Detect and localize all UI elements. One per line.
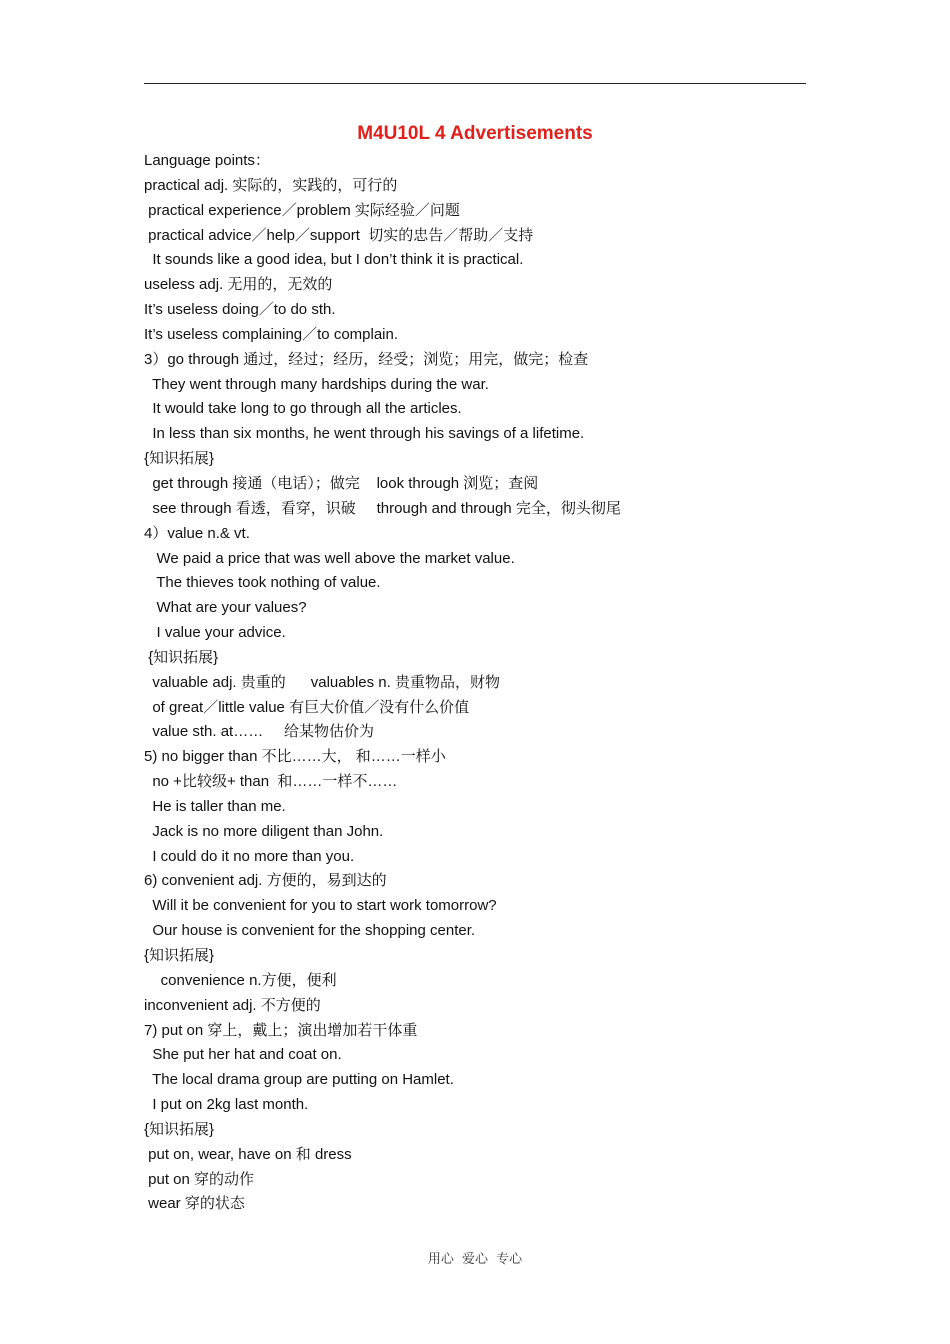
text-line: He is taller than me. xyxy=(144,797,286,815)
text-line: wear 穿的状态 xyxy=(144,1195,245,1213)
page-title: M4U10L 4 Advertisements xyxy=(357,123,593,144)
text-line: {知识拓展} xyxy=(144,450,215,468)
text-line: She put her hat and coat on. xyxy=(144,1046,342,1064)
text-line: see through 看透，看穿，识破 through and through 完全，彻头彻尾 xyxy=(144,499,621,517)
text-line: It sounds like a good idea, but I don’t think it is practical. xyxy=(144,251,524,269)
text-line: It’s useless doing／to do sth. xyxy=(144,301,336,319)
text-line: put on 穿的动作 xyxy=(144,1170,255,1188)
text-line: put on, wear, have on 和 dress xyxy=(144,1145,352,1163)
text-line: practical adj. 实际的，实践的，可行的 xyxy=(144,176,398,194)
text-line: practical advice／help／support 切实的忠告／帮助／支持 xyxy=(144,226,534,244)
document-body xyxy=(144,149,804,1217)
text-line: 4）value n.& vt. xyxy=(144,524,250,542)
text-line: Language points： xyxy=(144,152,270,169)
text-line: It would take long to go through all the articles. xyxy=(144,400,462,418)
text-line: inconvenient adj. 不方便的 xyxy=(144,996,321,1014)
text-line: Jack is no more diligent than John. xyxy=(144,822,384,840)
text-line: I put on 2kg last month. xyxy=(144,1096,309,1114)
text-line: The thieves took nothing of value. xyxy=(144,574,381,592)
text-line: practical experience／problem 实际经验／问题 xyxy=(144,201,460,219)
text-line: In less than six months, he went through his savings of a lifetime. xyxy=(144,425,585,443)
text-line: They went through many hardships during the war. xyxy=(144,375,489,393)
header-rule xyxy=(144,83,806,84)
text-line: It’s useless complaining／to complain. xyxy=(144,325,399,343)
text-line: Will it be convenient for you to start work tomorrow? xyxy=(144,897,497,915)
text-line: Our house is convenient for the shopping center. xyxy=(144,922,476,940)
text-line: I could do it no more than you. xyxy=(144,847,355,865)
text-line: get through 接通（电话）；做完 look through 浏览；查阅 xyxy=(144,474,539,492)
text-line: {知识拓展} xyxy=(144,648,219,666)
text-line: useless adj. 无用的，无效的 xyxy=(144,276,333,294)
text-line: 6) convenient adj. 方便的，易到达的 xyxy=(144,872,387,890)
text-line: of great／little value 有巨大价值／没有什么价值 xyxy=(144,698,470,716)
text-line: value sth. at…… 给某物估价为 xyxy=(144,723,375,741)
text-line: {知识拓展} xyxy=(144,947,215,964)
text-line: 7) put on 穿上，戴上；演出增加若干体重 xyxy=(144,1021,418,1039)
text-line: I value your advice. xyxy=(144,624,286,642)
text-line: convenience n.方便，便利 xyxy=(144,971,337,989)
text-line: We paid a price that was well above the market value. xyxy=(144,549,515,567)
text-line: no +比较级+ than 和……一样不…… xyxy=(144,773,398,791)
text-line: {知识拓展} xyxy=(144,1120,215,1138)
text-line: valuable adj. 贵重的 valuables n. 贵重物品，财物 xyxy=(144,673,500,691)
page-footer: 用心 爱心 专心 xyxy=(427,1252,523,1267)
text-line: 5) no bigger than 不比……大， 和……一样小 xyxy=(144,748,446,766)
text-line: What are your values? xyxy=(144,599,307,617)
text-line: The local drama group are putting on Hamlet. xyxy=(144,1071,454,1089)
text-line: 3）go through 通过，经过；经历，经受；浏览；用完，做完；检查 xyxy=(144,350,589,368)
